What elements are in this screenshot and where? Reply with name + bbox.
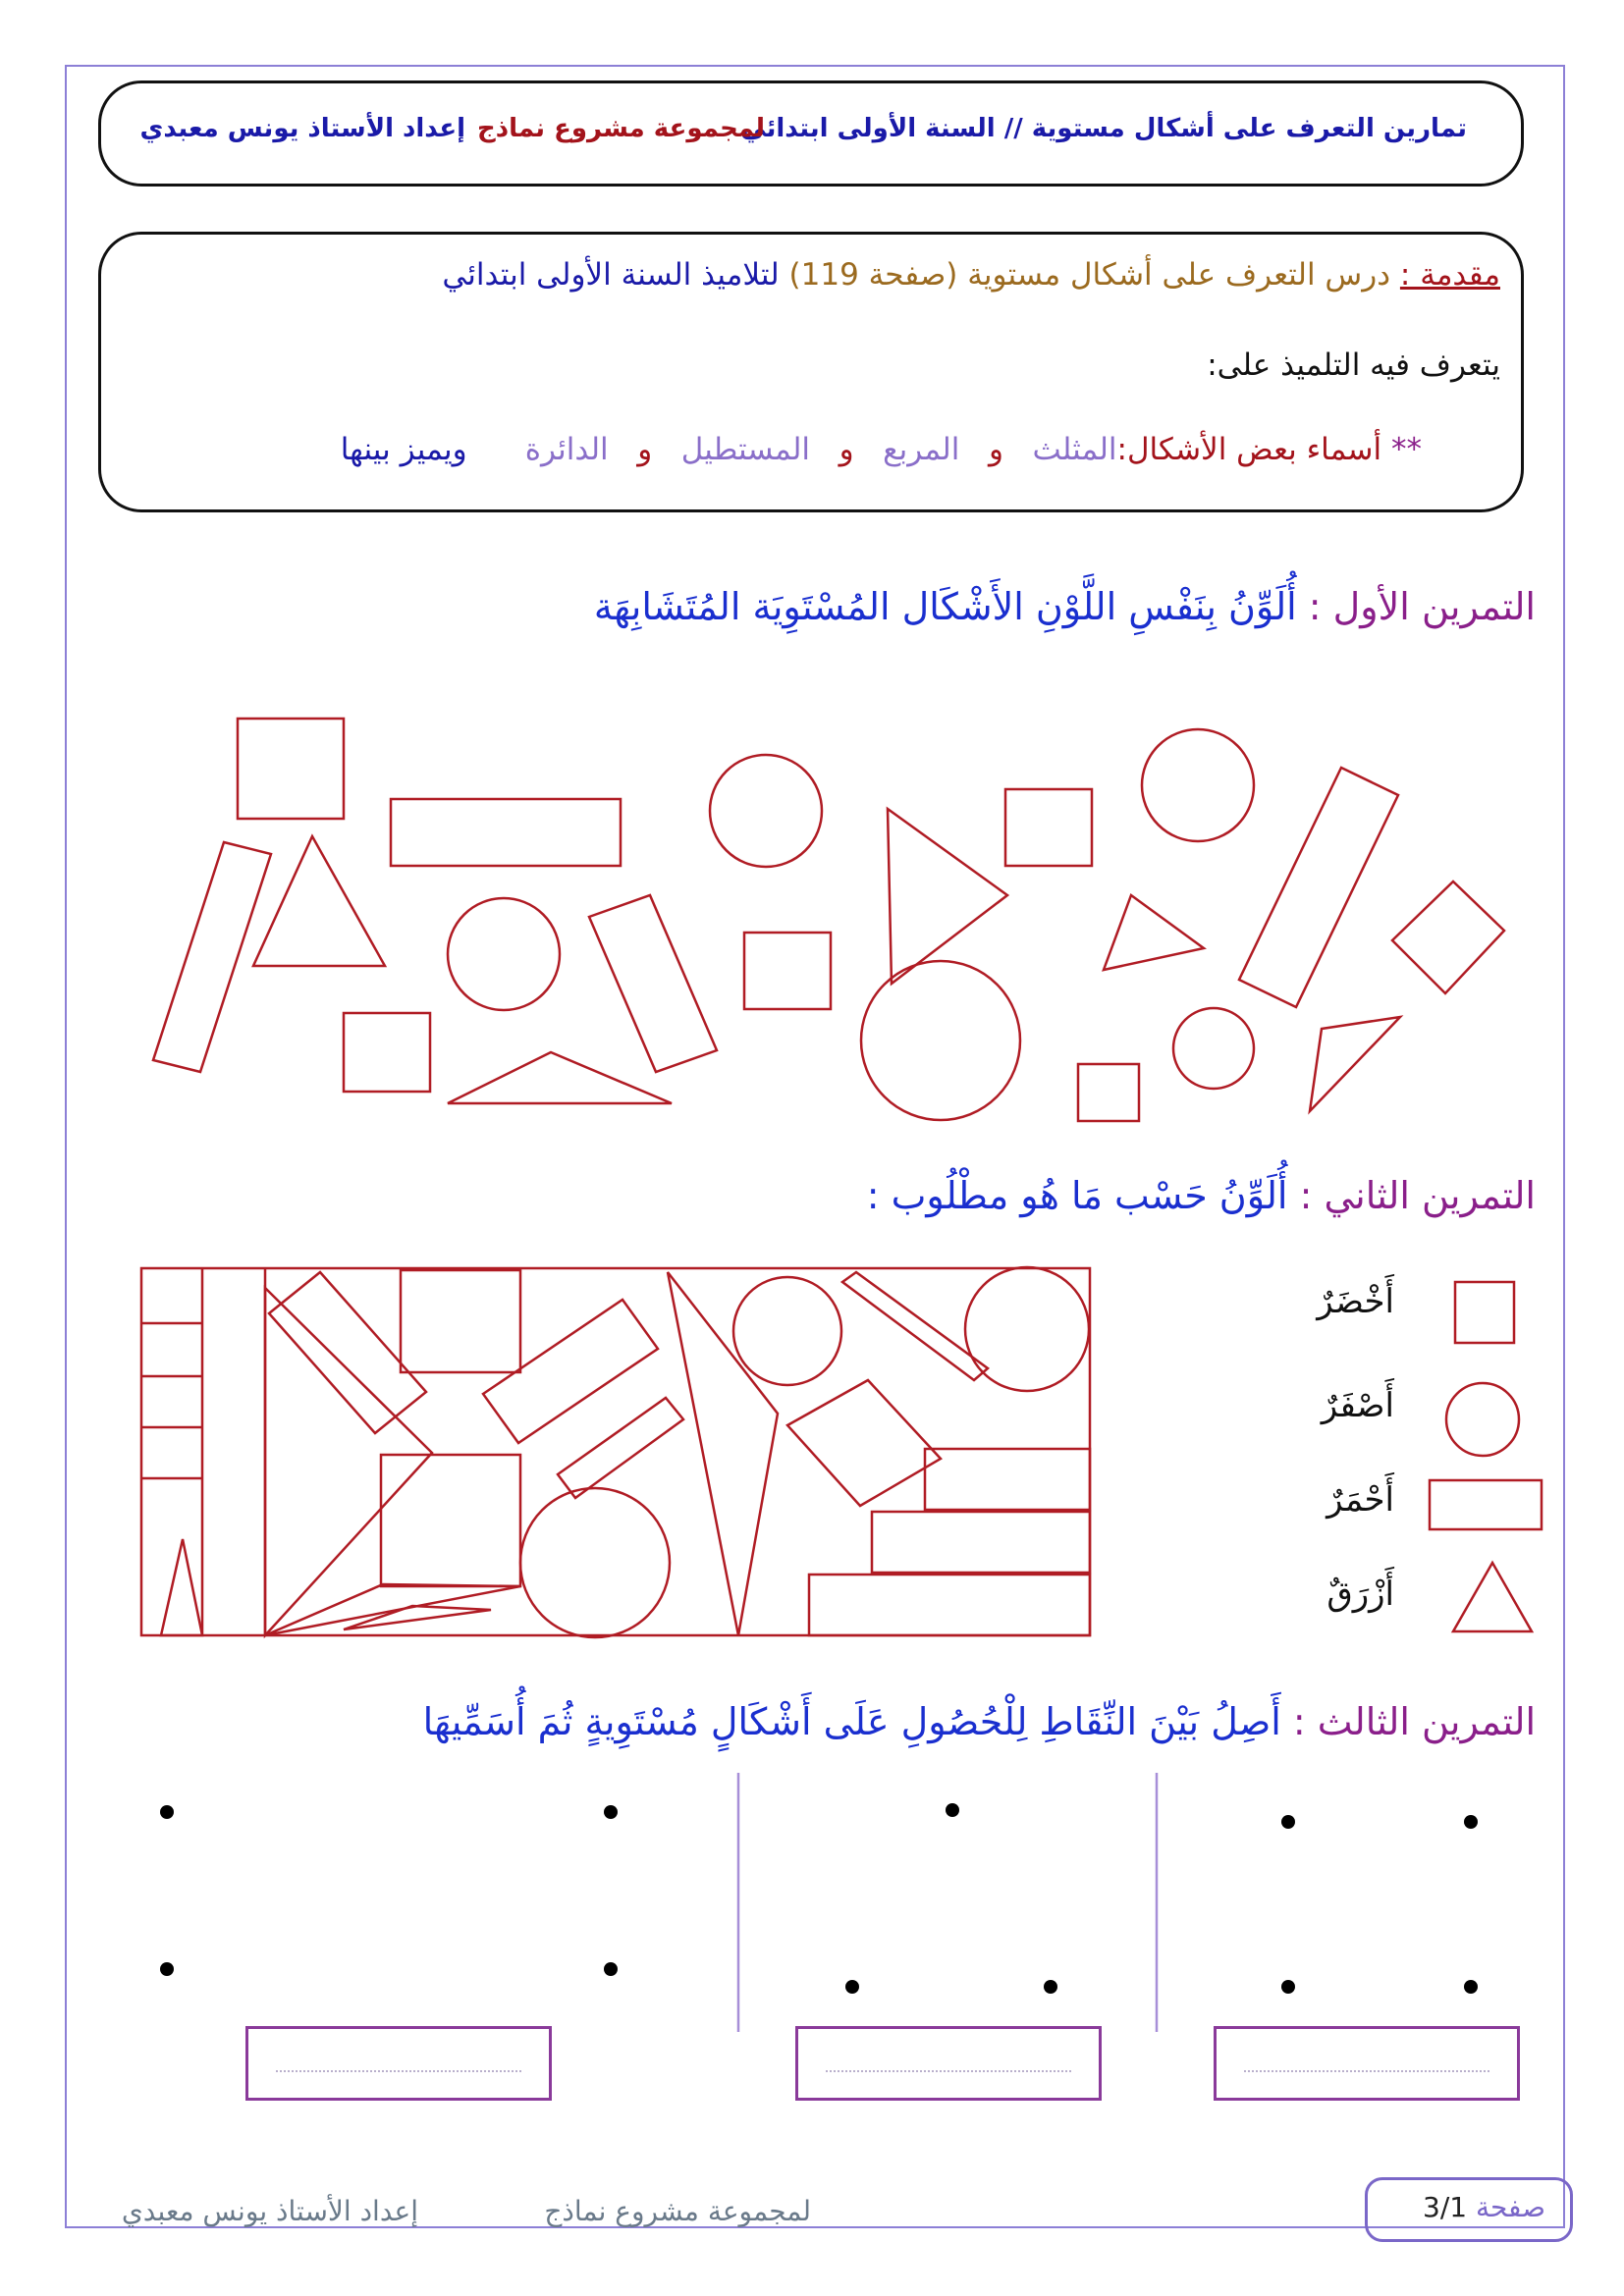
footer-page — [1423, 2191, 1545, 2223]
intro-stars: ** — [1391, 432, 1422, 467]
exercise3-dots — [160, 1803, 1478, 1994]
exercise3-instruction: أَصِلُ بَيْنَ النِّقَاطِ لِلْحُصُولِ عَلَى أَشْكَالٍ مُسْتَوِيةٍ ثُمَ أُسَمِّيهَا — [422, 1700, 1281, 1743]
ex2-circle-top-mid — [733, 1277, 841, 1385]
intro-and-1: و — [988, 432, 1003, 467]
ex2-rectangle-diag-3 — [558, 1398, 683, 1498]
legend-word-red: أَحْمَرٌ — [1326, 1480, 1394, 1520]
ex2-square-diag — [787, 1380, 941, 1506]
ex1-square-2 — [744, 933, 831, 1009]
dot — [1464, 1980, 1478, 1994]
ex2-rectangle-r2 — [872, 1512, 1090, 1573]
dot — [1464, 1815, 1478, 1829]
intro-audience: لتلاميذ السنة الأولى ابتدائي — [442, 257, 780, 293]
exercise1-shapes — [153, 719, 1504, 1121]
ex2-rectangle-diag-1 — [269, 1272, 426, 1433]
dot — [604, 1962, 618, 1976]
intro-label: مقدمة : — [1399, 257, 1500, 293]
exercise2-instruction: أُلَوِّنُ حَسْب مَا هُو مطْلُوب : — [866, 1174, 1288, 1217]
intro-distinguish: ويميز بينها — [340, 432, 467, 467]
ex2-square-top — [401, 1270, 520, 1372]
ex2-triangle-bottom-thin — [344, 1606, 491, 1629]
exercise2-legend-shapes — [1430, 1282, 1542, 1631]
intro-circle: الدائرة — [524, 432, 609, 467]
ex1-circle-1 — [710, 755, 822, 867]
dot — [604, 1805, 618, 1819]
header-group: لمجموعة مشروع نماذج — [477, 114, 765, 143]
intro-page-ref: (صفحة 119) — [788, 257, 958, 293]
intro-rectangle: المستطيل — [680, 432, 811, 467]
exercise1-instruction: أُلَوِّنُ بِنَفْسِ اللَّوْنِ الأَشْكَال المُسْتَوِيَة المُتَشَابِهَة — [593, 585, 1297, 628]
ex1-circle-3 — [861, 961, 1020, 1120]
ex1-square-3 — [344, 1013, 430, 1092]
ex1-square-5 — [1392, 881, 1504, 993]
dot — [1281, 1815, 1295, 1829]
dot — [1281, 1980, 1295, 1994]
header-title: تمارين التعرف على أشكال مستوية // السنة الأولى ابتدائي — [740, 114, 1467, 143]
legend-square — [1455, 1282, 1514, 1343]
intro-square: المربع — [883, 432, 960, 467]
footer-page-number: 3/1 — [1423, 2191, 1468, 2223]
dot — [1044, 1980, 1057, 1994]
intro-and-3: و — [637, 432, 653, 467]
intro-triangle: المثلث — [1032, 432, 1117, 467]
ex1-rectangle-3 — [589, 895, 717, 1072]
legend-circle — [1446, 1383, 1519, 1456]
legend-rectangle — [1430, 1480, 1542, 1529]
ex1-triangle-1 — [253, 836, 385, 966]
ex1-circle-4 — [1142, 729, 1254, 841]
dot — [845, 1980, 859, 1994]
ex1-circle-5 — [1173, 1008, 1254, 1089]
exercise3-label: التمرين الثالث : — [1292, 1700, 1536, 1743]
ex1-rectangle-4 — [1239, 768, 1398, 1007]
ex2-circle-top-right — [965, 1267, 1089, 1391]
footer-page-label: صفحة — [1475, 2191, 1545, 2223]
ex1-square-6 — [1078, 1064, 1139, 1121]
legend-triangle — [1453, 1563, 1532, 1631]
legend-word-green: أَخْضَرٌ — [1317, 1282, 1394, 1321]
footer-author: إعداد الأستاذ يونس معبدي — [121, 2195, 418, 2227]
ex1-circle-2 — [448, 898, 560, 1010]
ex1-triangle-2 — [448, 1052, 672, 1103]
exercise1-label: التمرين الأول : — [1308, 585, 1536, 628]
intro-line2: يتعرف فيه التلميذ على: — [1207, 347, 1500, 383]
header-author: إعداد الأستاذ يونس معبدي — [139, 114, 465, 143]
ex2-circle-bottom — [520, 1488, 670, 1637]
exercise2-label: التمرين الثاني : — [1299, 1174, 1536, 1217]
ex2-triangle-tall — [668, 1272, 778, 1635]
ex1-triangle-5 — [1310, 1017, 1400, 1111]
ex2-frame — [141, 1268, 1090, 1635]
intro-and-2: و — [839, 432, 854, 467]
legend-word-yellow: أَصْفَرٌ — [1321, 1386, 1394, 1425]
ex2-triangle-small-left — [161, 1539, 202, 1635]
ex1-triangle-4 — [1104, 895, 1204, 970]
intro-lesson: درس التعرف على أشكال مستوية — [967, 257, 1391, 293]
ex2-triangle-left — [265, 1288, 432, 1635]
intro-names-label: أسماء بعض الأشكال: — [1116, 432, 1382, 467]
dot — [946, 1803, 959, 1817]
legend-word-blue: أَزْرَقٌ — [1326, 1575, 1394, 1614]
ex1-rectangle-1 — [391, 799, 621, 866]
footer-group: لمجموعة مشروع نماذج — [544, 2195, 811, 2227]
ex2-rectangle-r3 — [809, 1575, 1090, 1635]
ex2-rectangle-r1 — [925, 1449, 1090, 1510]
ex1-triangle-3 — [888, 809, 1007, 984]
ex1-rectangle-2 — [153, 842, 271, 1072]
dot — [160, 1805, 174, 1819]
exercise2-shapes — [141, 1267, 1090, 1637]
ex1-square-1 — [238, 719, 344, 819]
ex1-square-4 — [1005, 789, 1092, 866]
ex2-square-middle — [381, 1455, 520, 1586]
dot — [160, 1962, 174, 1976]
